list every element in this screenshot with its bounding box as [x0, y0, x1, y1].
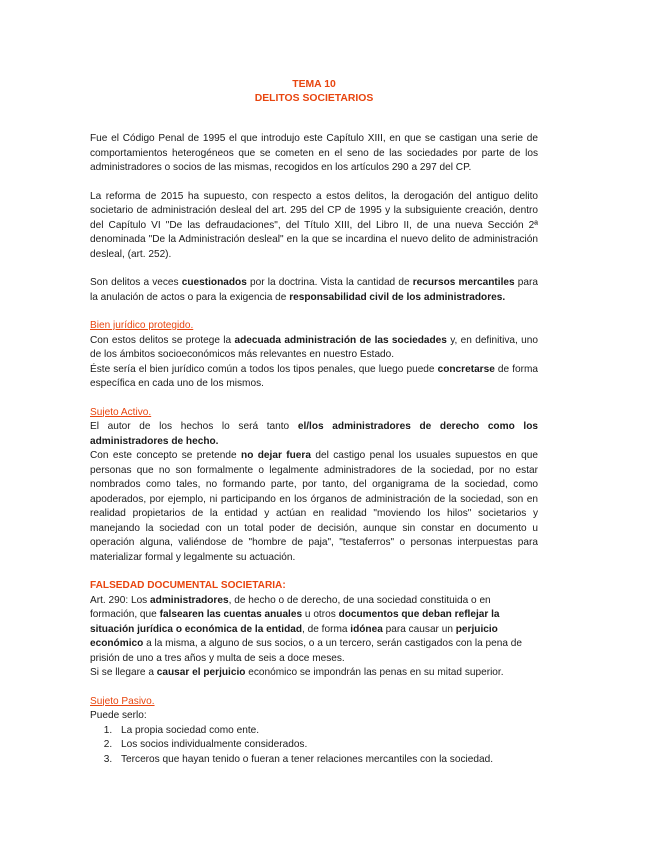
sujeto-activo-heading: Sujeto Activo. [90, 406, 152, 418]
sujeto-pasivo-heading: Sujeto Pasivo. [90, 695, 155, 707]
sujeto-pasivo-intro: Puede serlo: [90, 710, 147, 721]
document-page [90, 78, 538, 767]
questioned-paragraph: Son delitos a veces cuestionados por la doctrina. Vista la cantidad de recursos mercantiles para la anulación de actos o para la exigencia de responsabilidad civil de los administradores. [90, 277, 538, 303]
title-line-2: DELITOS SOCIETARIOS [254, 93, 374, 104]
list-item: 1. La propia sociedad como ente. [115, 724, 538, 739]
intro-paragraph: Fue el Código Penal de 1995 el que introdujo este Capítulo XIII, en que se castigan una serie de comportamientos heterogéneos que se cometen en el seno de las sociedades por parte de los administradores o socios de las mismas, recogidos en los artículos 290 a 297 del CP. [90, 133, 538, 173]
title-line-1: TEMA 10 [292, 79, 336, 90]
sujeto-activo-paragraph-2: Con este concepto se pretende no dejar fuera del castigo penal los usuales supuestos en que personas que no son formalmente o legalmente administradores de la sociedad, por no estar nombrados como tales, no formando parte, por tanto, del organigrama de la sociedad, como apoderados, por ejemplo, ni participando en los órganos de administración de la sociedad, son en realidad propietarios de la entidad y actúan en realidad "moviendo los hilos" societarios y manejando la sociedad con un total poder de decisión, aunque sin constar en documento u operación alguna, valiéndose de "hombre de paja", "testaferros" o personas interpuestas para materializar formal y legalmente su actuación. [90, 450, 539, 563]
falsedad-heading: FALSEDAD DOCUMENTAL SOCIETARIA: [90, 580, 286, 591]
bien-juridico-paragraph-2: Éste sería el bien jurídico común a todos los tipos penales, que luego puede concretarse de forma específica en cada uno de los mismos. [90, 363, 538, 389]
bien-juridico-heading: Bien jurídico protegido. [90, 320, 194, 331]
list-item: 3. Terceros que hayan tenido o fueran a tener relaciones mercantiles con la sociedad. [115, 753, 538, 768]
sujeto-pasivo-list [90, 724, 538, 768]
falsedad-paragraph-1: Art. 290: Los administradores, de hecho o de derecho, de una sociedad constituida o en formación, que falsearen las cuentas anuales u otros documentos que deban reflejar la situación jurídica o económica de la entidad, de forma idónea para causar un perjuicio económico a la misma, a alguno de sus socios, o a un tercero, serán castigados con la pena de prisión de uno a tres años y multa de seis a doce meses. [90, 594, 523, 664]
list-item: 2. Los socios individualmente considerados. [115, 738, 538, 753]
bien-juridico-paragraph-1: Con estos delitos se protege la adecuada administración de las sociedades y, en definitiva, uno de los ámbitos socioeconómicos más relevantes en nuestro Estado. [90, 334, 539, 360]
falsedad-paragraph-2: Si se llegare a causar el perjuicio económico se impondrán las penas en su mitad superior. [90, 667, 504, 678]
document-title [90, 78, 538, 106]
reform-paragraph: La reforma de 2015 ha supuesto, con respecto a estos delitos, la derogación del antiguo delito societario de administración desleal del art. 295 del CP de 1995 y la subsiguiente creación, dentro del Capítulo VI "De las defraudaciones", del Título XIII, del Libro II, de una nueva Sección 2ª denominada "De la Administración desleal" en la que se incardina el nuevo delito de administración desleal, (art. 252). [90, 190, 538, 260]
sujeto-activo-paragraph-1: El autor de los hechos lo será tanto el/los administradores de derecho como los administradores de hecho. [90, 421, 538, 447]
